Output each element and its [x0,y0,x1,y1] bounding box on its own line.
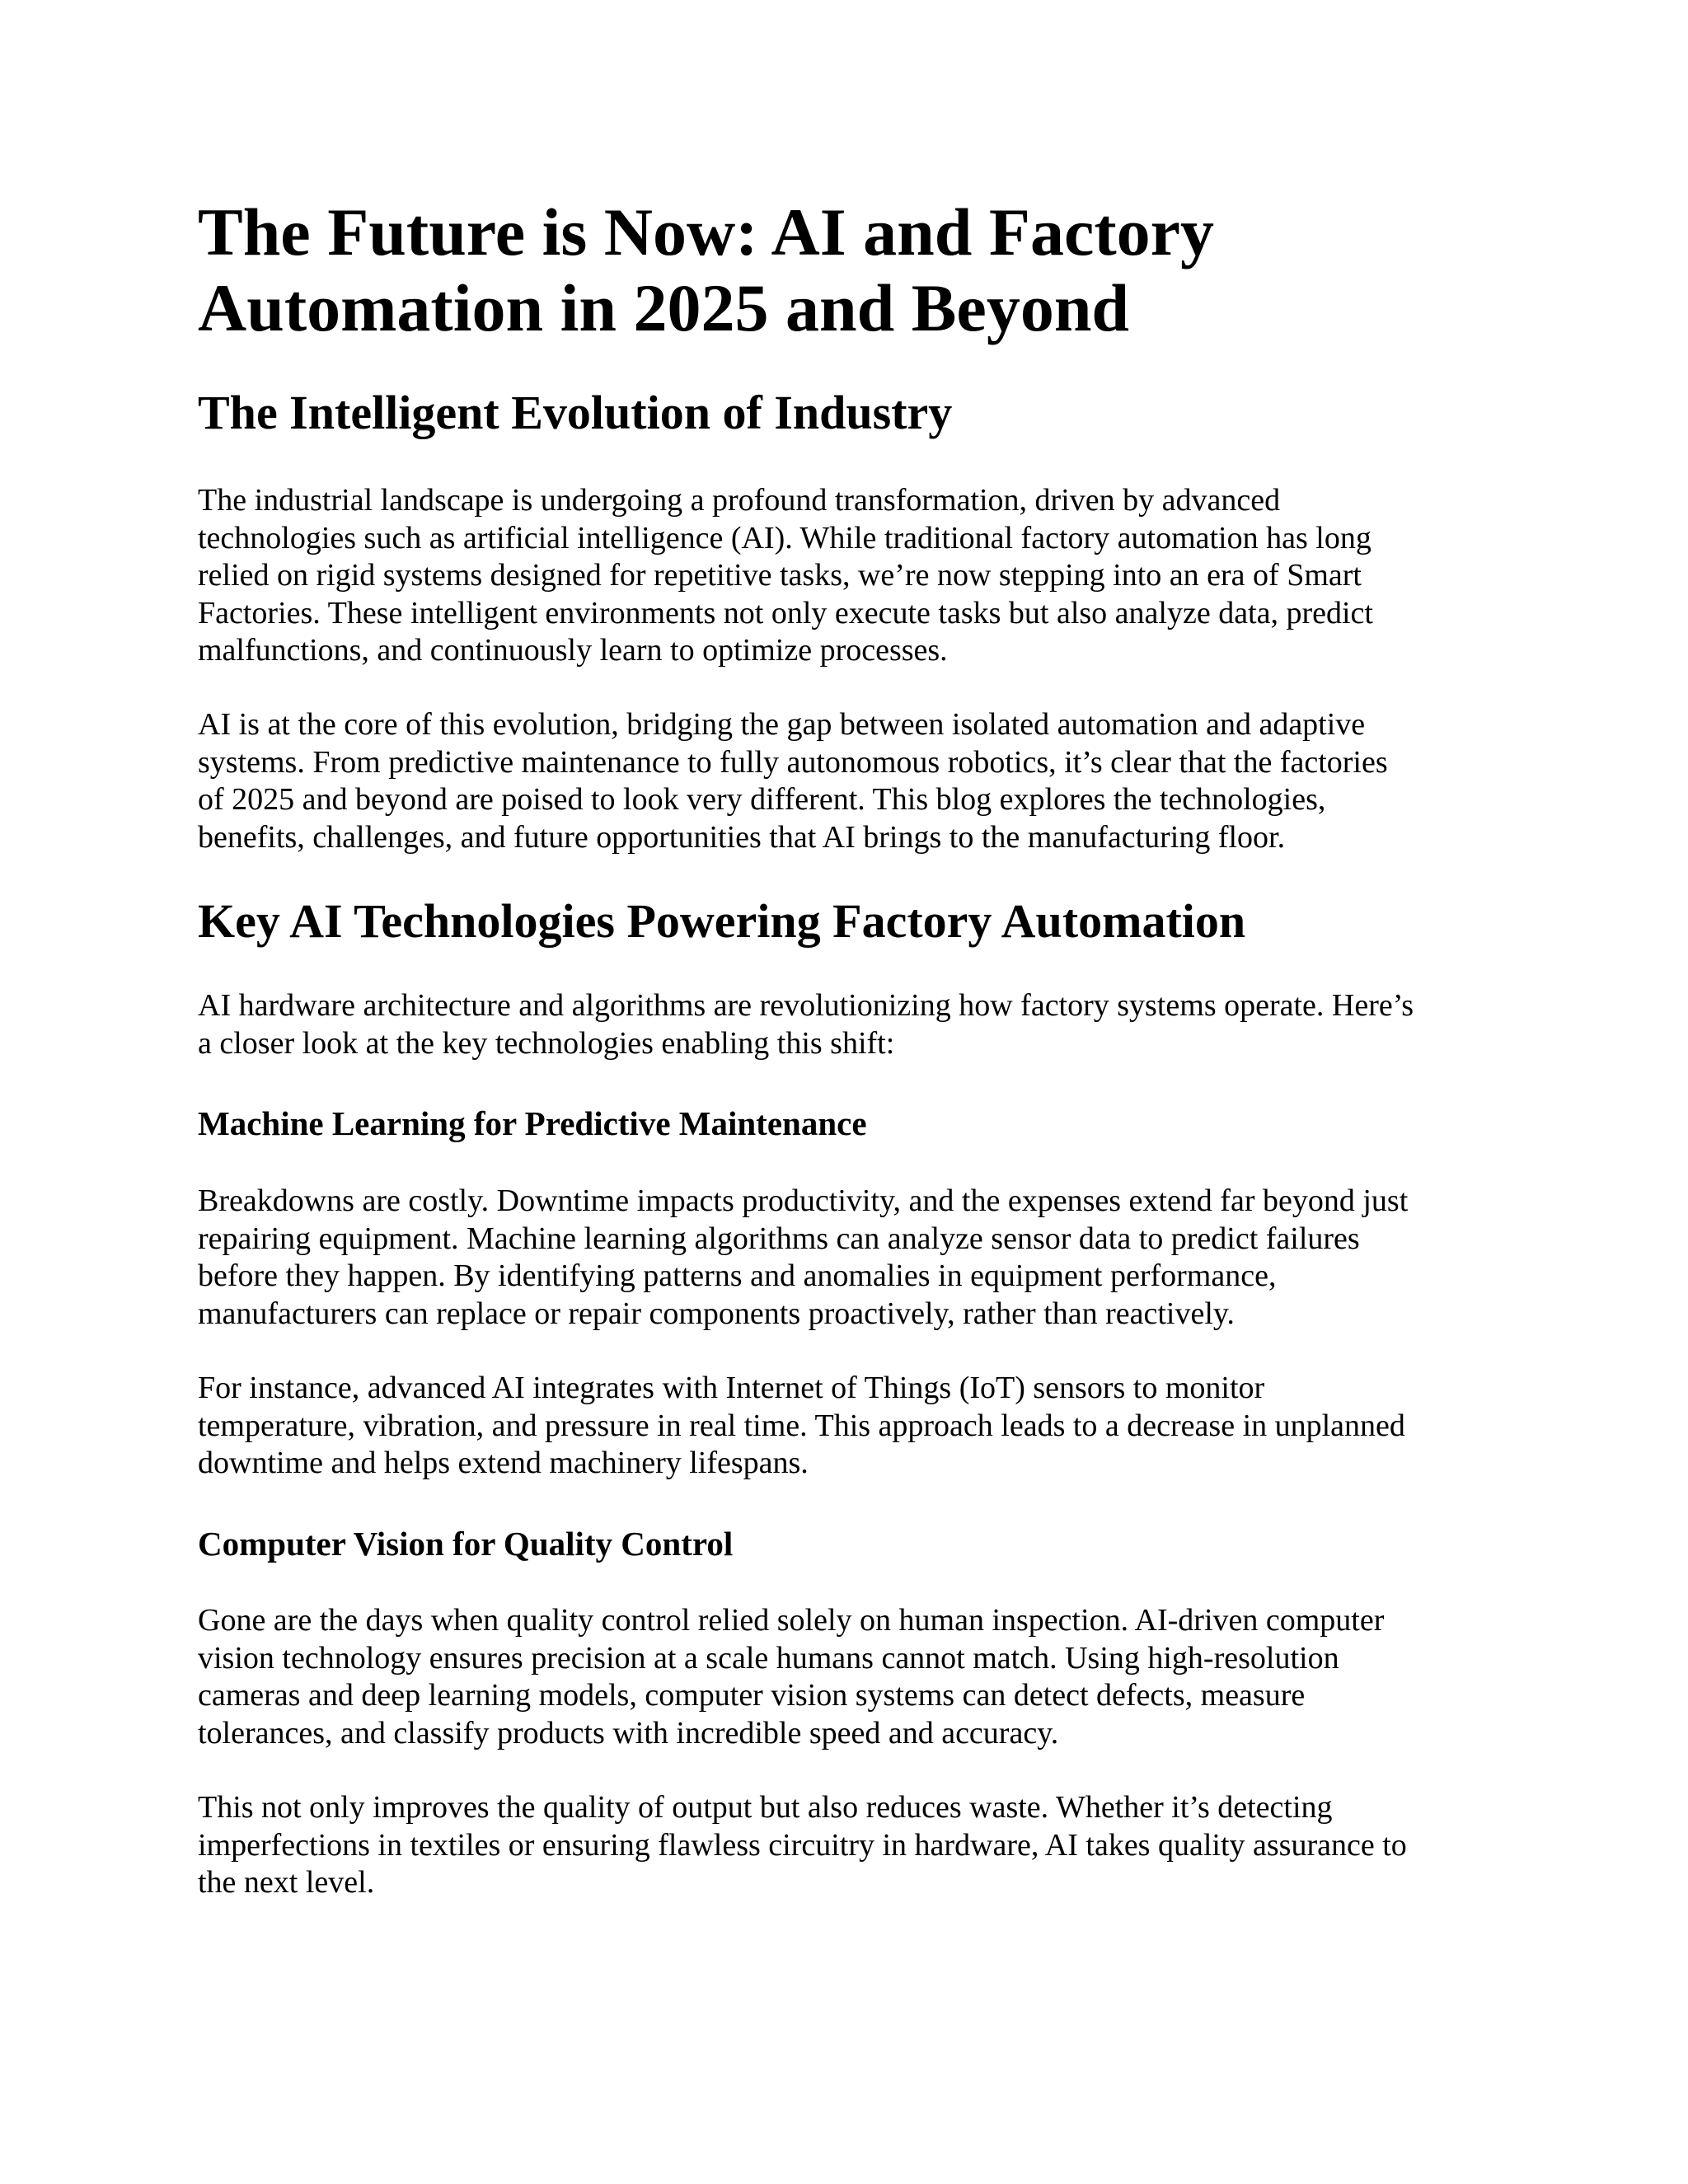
paragraph-key-technologies-intro [198,987,1517,1062]
section-heading-intelligent-evolution: The Intelligent Evolution of Industry [198,386,953,439]
paragraph-quality-control [198,1602,1517,1752]
text-line: systems. From predictive maintenance to fully autonomous robotics, it’s clear that the factories [198,744,1388,780]
text-line: benefits, challenges, and future opportunities that AI brings to the manufacturing floor. [198,819,1286,855]
text-line: cameras and deep learning models, computer vision systems can detect defects, measure [198,1678,1306,1713]
text-line: before they happen. By identifying patterns and anomalies in equipment performance, [198,1258,1277,1293]
text-line: imperfections in textiles or ensuring flawless circuitry in hardware, AI takes quality assurance to [198,1827,1407,1863]
text-line: malfunctions, and continuously learn to optimize processes. [198,633,948,668]
text-line: AI hardware architecture and algorithms are revolutionizing how factory systems operate. Here’s [198,988,1414,1023]
text-line: AI is at the core of this evolution, bridging the gap between isolated automation and adaptive [198,707,1366,742]
paragraph-waste-reduction [198,1789,1517,1902]
text-line: Breakdowns are costly. Downtime impacts productivity, and the expenses extend far beyond just [198,1183,1409,1218]
text-line: Gone are the days when quality control relied solely on human inspection. AI-driven computer [198,1603,1385,1638]
text-line: repairing equipment. Machine learning algorithms can analyze sensor data to predict failures [198,1221,1360,1256]
paragraph-intro [198,482,1517,670]
text-line: Factories. These intelligent environments not only execute tasks but also analyze data, predict [198,595,1373,630]
text-line: relied on rigid systems designed for repetitive tasks, we’re now stepping into an era of Smart [198,558,1362,593]
paragraph-ai-core [198,706,1517,856]
text-line: downtime and helps extend machinery lifespans. [198,1446,809,1480]
paragraph-breakdowns [198,1183,1517,1333]
text-line: of 2025 and beyond are poised to look very different. This blog explores the technologies, [198,782,1326,817]
document-title [198,194,1517,346]
text-line: a closer look at the key technologies enabling this shift: [198,1025,895,1061]
text-line: tolerances, and classify products with incredible speed and accuracy. [198,1715,1059,1750]
title-line: The Future is Now: AI and Factory [198,194,1215,269]
text-line: manufacturers can replace or repair components proactively, rather than reactively. [198,1296,1235,1331]
paragraph-iot-example [198,1370,1517,1483]
title-line: Automation in 2025 and Beyond [198,270,1130,345]
text-line: temperature, vibration, and pressure in real time. This approach leads to a decrease in unplanned [198,1408,1405,1443]
text-line: technologies such as artificial intelligence (AI). While traditional factory automation has long [198,520,1372,555]
subsection-heading-computer-vision: Computer Vision for Quality Control [198,1525,734,1563]
text-line: vision technology ensures precision at a scale humans cannot match. Using high-resolution [198,1640,1339,1675]
text-line: This not only improves the quality of output but also reduces waste. Whether it’s detecting [198,1790,1333,1825]
text-line: the next level. [198,1865,375,1900]
subsection-heading-predictive-maintenance: Machine Learning for Predictive Maintenance [198,1104,867,1142]
text-line: The industrial landscape is undergoing a profound transformation, driven by advanced [198,483,1281,518]
text-line: For instance, advanced AI integrates with Internet of Things (IoT) sensors to monitor [198,1371,1265,1405]
section-heading-key-technologies: Key AI Technologies Powering Factory Automation [198,894,1246,948]
